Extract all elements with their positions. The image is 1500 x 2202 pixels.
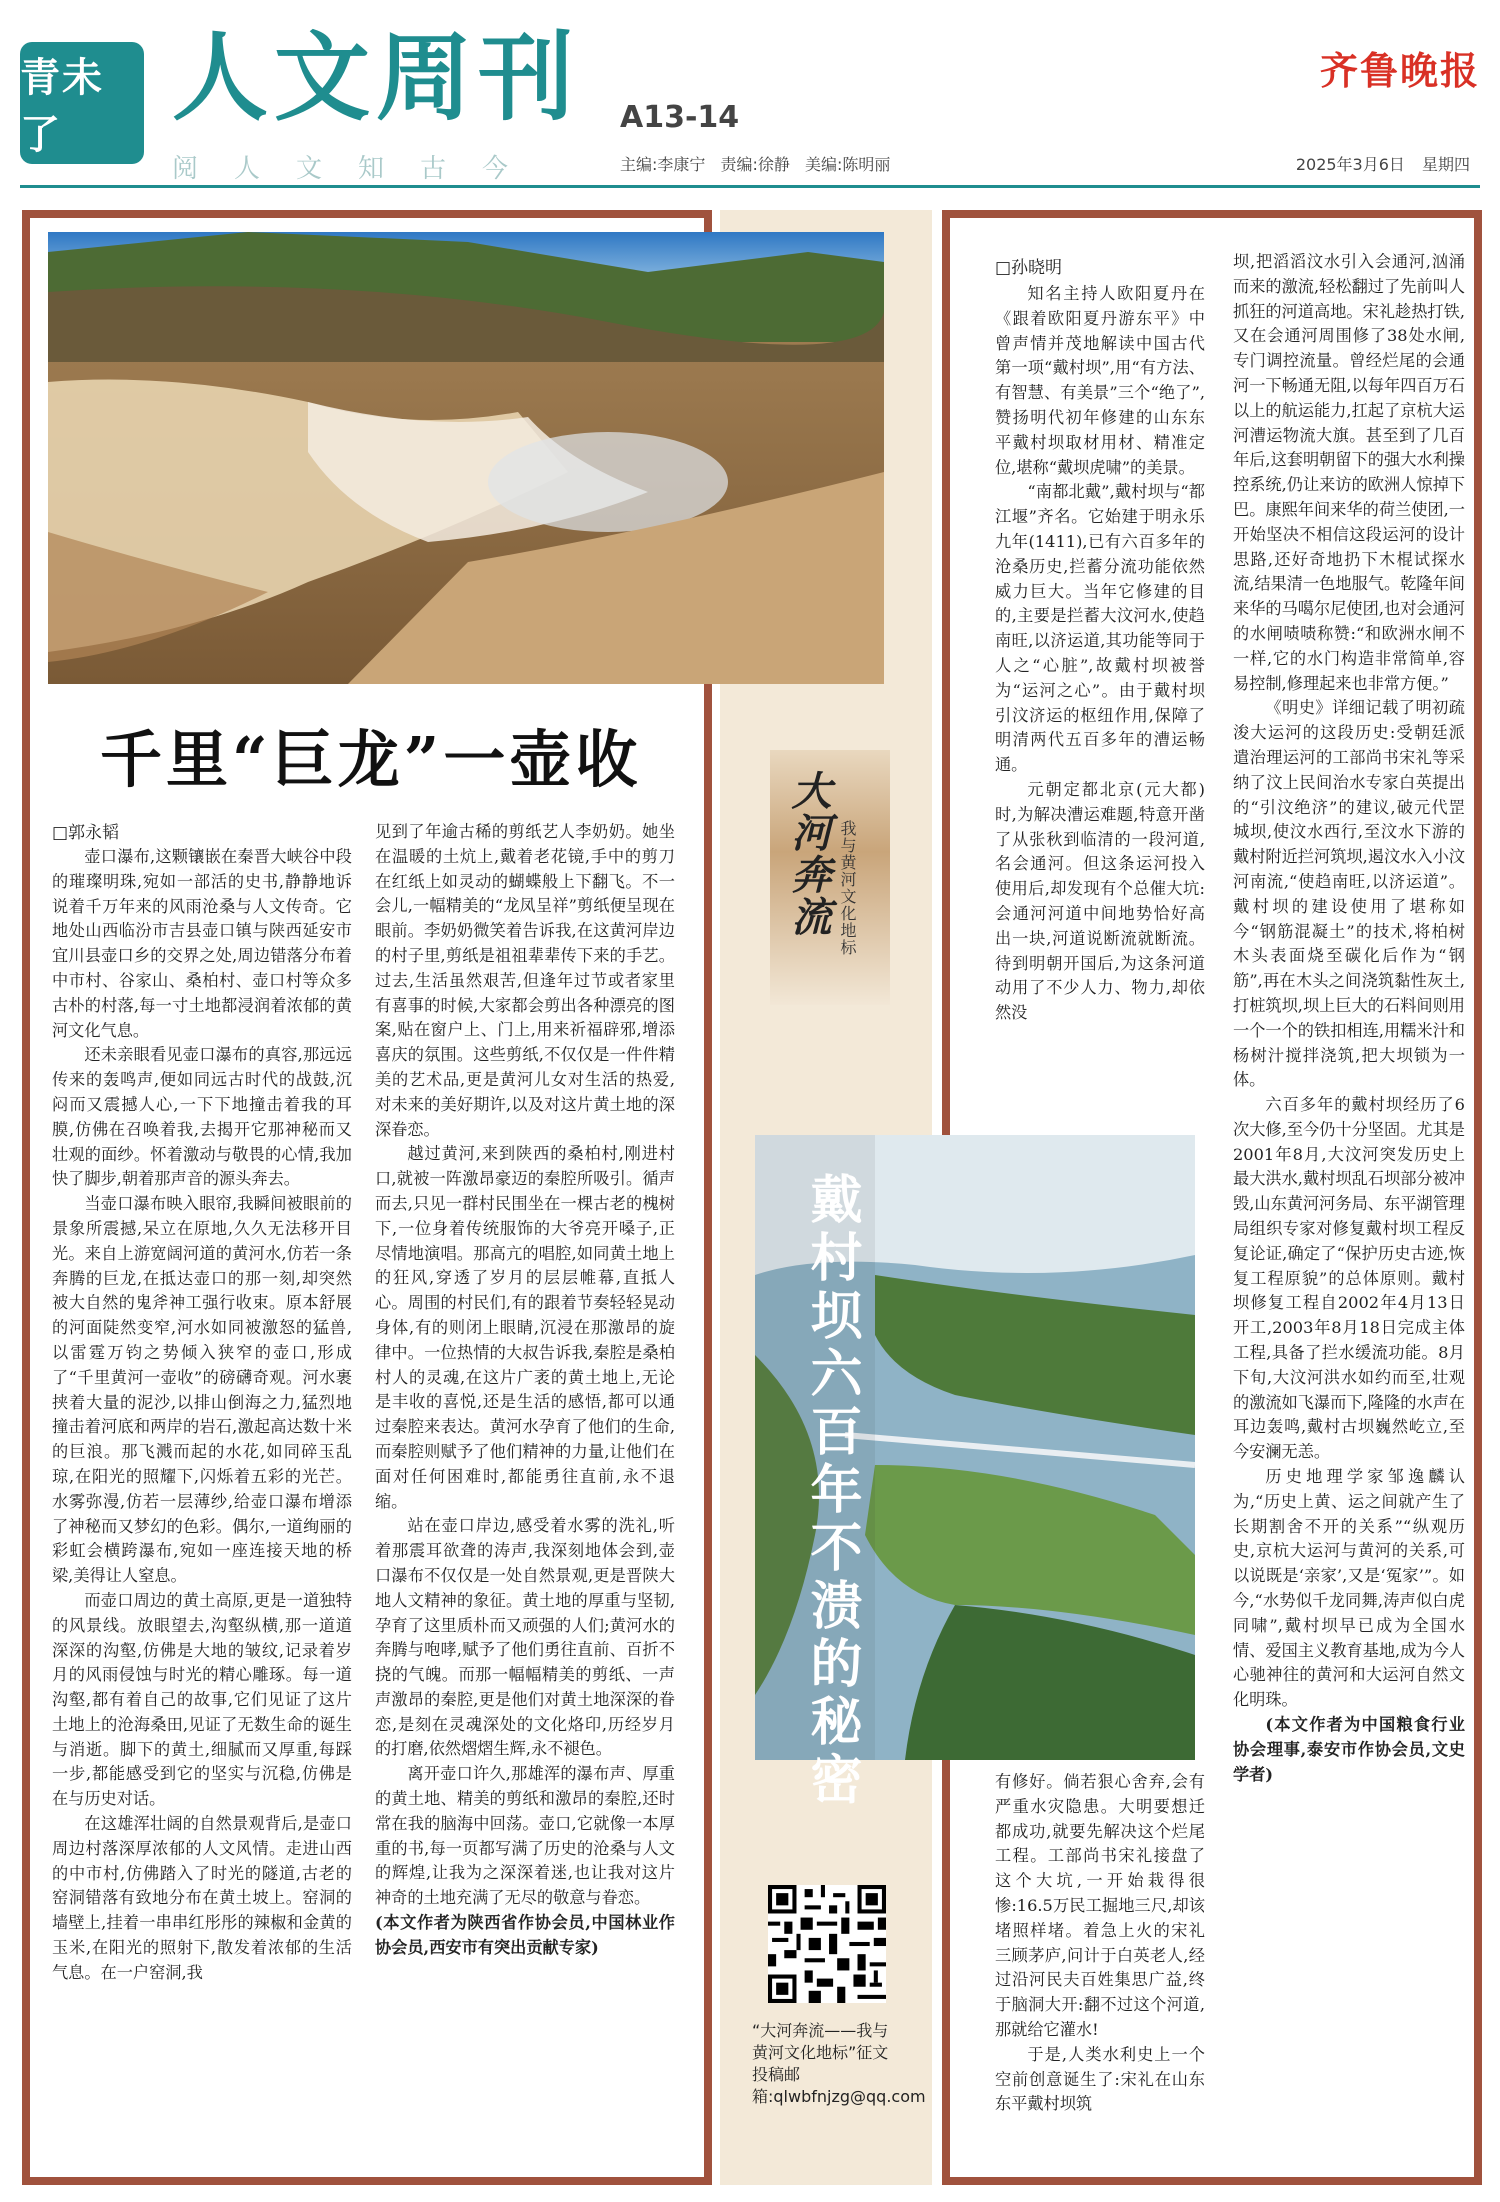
page-number: A13-14 [620,100,740,135]
masthead-slogan: 阅人文知古今 [172,154,545,184]
paragraph: 六百多年的戴村坝经历了6次大修,至今仍十分坚固。尤其是2001年8月,大汶河突发历史上最大洪水,戴村坝乱石坝部分被冲毁,山东黄河河务局、东平湖管理局组织专家对修复戴村坝工程反复论证,确定了“保护历史古迹,恢复工程原貌”的总体原则。戴村坝修复工程自2002年4月13日开工,2003年8月18日完成主体工程,具备了拦水缓流功能。8月下旬,大汶河洪水如约而至,壮观的激流如飞瀑而下,隆隆的水声在耳边轰鸣,戴村古坝巍然屹立,至今安澜无恙。 [1233,1095,1465,1462]
left-article-title: 千里“巨龙”一壶收 [100,723,642,796]
paragraph: 于是,人类水利史上一个空前创意诞生了:宋礼在山东东平戴村坝筑 [995,2044,1205,2114]
column-logo-subtitle: 我与黄河文化地标 [838,820,857,956]
right-article-column-2 [1233,250,1465,2170]
issue-date: 2025年3月6日 星期四 [1295,155,1470,174]
paragraph: 壶口瀑布,这颗镶嵌在秦晋大峡谷中段的璀璨明珠,宛如一部活的史书,静静地诉说着千万年来的风雨沧桑与人文传奇。它地处山西临汾市吉县壶口镇与陕西延安市宜川县壶口乡的交界之处,周边错落分布着中市村、谷家山、桑柏村、壶口村等众多古朴的村落,每一寸土地都浸润着浓郁的黄河文化气息。 [52,847,352,1040]
right-article-title: 戴村坝六百年不溃的秘密 [801,1172,862,1810]
author-note: (本文作者为中国粮食行业协会理事,泰安市作协会员,文史学者) [1233,1715,1465,1784]
right-article-byline: □孙晓明 [995,258,1063,278]
paragraph: 还未亲眼看见壶口瀑布的真容,那远远传来的轰鸣声,便如同远古时代的战鼓,沉闷而又震撼人心,一下下地撞击着我的耳膜,仿佛在召唤着我,去揭开它那神秘而又壮观的面纱。怀着激动与敬畏的心情,我加快了脚步,朝着那声音的源头奔去。 [52,1045,352,1189]
paragraph: 离开壶口许久,那雄浑的瀑布声、厚重的黄土地、精美的剪纸和激昂的秦腔,还时常在我的脑海中回荡。壶口,它就像一本厚重的书,每一页都写满了历史的沧桑与人文的辉煌,让我为之深深着迷,也让我对这片神奇的土地充满了无尽的敬意与眷恋。 [375,1764,675,1908]
qr-code [768,1885,886,2003]
paragraph: 有修好。倘若狠心舍弃,会有严重水灾隐患。大明要想迁都成功,就要先解决这个烂尾工程。工部尚书宋礼接盘了这个大坑,一开始栽得很惨:16.5万民工掘地三尺,却该堵照样堵。着急上火的宋礼三顾茅庐,问计于白英老人,经过沿河民夫百姓集思广益,终于脑洞大开:翻不过这个河道,那就给它灌水! [995,1772,1205,2039]
qr-caption: “大河奔流——我与黄河文化地标”征文投稿邮箱:qlwbfnjzg@qq.com [752,2021,926,2106]
right-article-column-1 [995,282,1205,1130]
waterfall-photo [48,232,884,684]
left-article-column-1 [52,845,352,2170]
column-logo [770,750,890,1005]
left-article-column-2 [375,820,675,2170]
header-divider [20,185,1480,188]
paragraph: 当壶口瀑布映入眼帘,我瞬间被眼前的景象所震撼,呆立在原地,久久无法移开目光。来自上游宽阔河道的黄河水,仿若一条奔腾的巨龙,在抵达壶口的那一刻,却突然被大自然的鬼斧神工强行收束。原本舒展的河面陡然变窄,河水如同被激怒的猛兽,以雷霆万钧之势倾入狭窄的壶口,形成了“千里黄河一壶收”的磅礴奇观。河水裹挟着大量的泥沙,以排山倒海之力,猛烈地撞击着河底和两岸的岩石,激起高达数十米的巨浪。那飞溅而起的水花,如同碎玉乱琼,在阳光的照耀下,闪烁着五彩的光芒。水雾弥漫,仿若一层薄纱,给壶口瀑布增添了神秘而又梦幻的色彩。偶尔,一道绚丽的彩虹会横跨瀑布,宛如一座连接天地的桥梁,美得让人窒息。 [52,1194,352,1586]
editor-credits: 主编:李康宁 责编:徐静 美编:陈明丽 [620,155,891,174]
left-article-byline: □郭永韬 [52,823,120,843]
paragraph: “南都北戴”,戴村坝与“都江堰”齐名。它始建于明永乐九年(1411),已有六百多年的沧桑历史,拦蓄分流功能依然威力巨大。当年它修建的目的,主要是拦蓄大汶河水,使趋南旺,以济运道,其功能等同于人之“心脏”,故戴村坝被誉为“运河之心”。由于戴村坝引汶济运的枢纽作用,保障了明清两代五百多年的漕运畅通。 [995,482,1205,775]
paragraph: 见到了年逾古稀的剪纸艺人李奶奶。她坐在温暖的土炕上,戴着老花镜,手中的剪刀在红纸上如灵动的蝴蝶般上下翻飞。不一会儿,一幅精美的“龙凤呈祥”剪纸便呈现在眼前。李奶奶微笑着告诉我,在这黄河岸边的村子里,剪纸是祖祖辈辈传下来的手艺。过去,生活虽然艰苦,但逢年过节或者家里有喜事的时候,大家都会剪出各种漂亮的图案,贴在窗户上、门上,用来祈福辟邪,增添喜庆的氛围。这些剪纸,不仅仅是一件件精美的艺术品,更是黄河儿女对生活的热爱,对未来的美好期许,以及对这片黄土地的深深眷恋。 [375,822,675,1139]
paragraph: 越过黄河,来到陕西的桑柏村,刚进村口,就被一阵激昂豪迈的秦腔所吸引。循声而去,只见一群村民围坐在一棵古老的槐树下,一位身着传统服饰的大爷亮开嗓子,正尽情地演唱。那高亢的唱腔,如同黄土地上的狂风,穿透了岁月的层层帷幕,直抵人心。周围的村民们,有的跟着节奏轻轻晃动身体,有的则闭上眼睛,沉浸在那激昂的旋律中。一位热情的大叔告诉我,秦腔是桑柏村人的灵魂,在这片广袤的黄土地上,无论是丰收的喜悦,还是生活的感悟,都可以通过秦腔来表达。黄河水孕育了他们的生命,而秦腔则赋予了他们精神的力量,让他们在面对任何困难时,都能勇往直前,永不退缩。 [375,1144,675,1511]
right-article-column-1-bottom [995,1770,1205,2170]
newspaper-logo: 齐鲁晚报 [1319,48,1480,93]
paragraph: 《明史》详细记载了明初疏浚大运河的这段历史:受朝廷派遣治理运河的工部尚书宋礼等采纳了汶上民间治水专家白英提出的“引汶绝济”的建议,破元代罡城坝,使汶水西行,至汶水下游的戴村附近拦河筑坝,遏汶水入小汶河南流,“使趋南旺,以济运道”。戴村坝的建设使用了堪称如今“钢筋混凝土”的技术,将柏树木头表面烧至碳化后作为“钢筋”,再在木头之间浇筑黏性灰土,打桩筑坝,坝上巨大的石料间则用一个一个的铁扣相连,用糯米汁和杨树汁搅拌浇筑,把大坝锁为一体。 [1233,698,1465,1090]
paragraph: 坝,把滔滔汶水引入会通河,汹涌而来的激流,轻松翻过了先前叫人抓狂的河道高地。宋礼趁热打铁,又在会通河周围修了38处水闸,专门调控流量。曾经烂尾的会通河一下畅通无阻,以每年四百万石以上的航运能力,扛起了京杭大运河漕运物流大旗。甚至到了几百年后,这套明朝留下的强大水利操控系统,仍让来访的欧洲人惊掉下巴。康熙年间来华的荷兰使团,一开始坚决不相信这段运河的设计思路,还好奇地扔下木棍试探水流,结果清一色地服气。乾隆年间来华的马噶尔尼使团,也对会通河的水闸啧啧称赞:“和欧洲水闸不一样,它的水门构造非常简单,容易控制,修理起来也非常方便。” [1233,252,1465,693]
paragraph: 在这雄浑壮阔的自然景观背后,是壶口周边村落深厚浓郁的人文风情。走进山西的中市村,仿佛踏入了时光的隧道,古老的窑洞错落有致地分布在黄土坡上。窑洞的墙壁上,挂着一串串红彤彤的辣椒和金黄的玉米,在阳光的照射下,散发着浓郁的生活气息。在一户窑洞,我 [52,1814,352,1982]
paragraph: 元朝定都北京(元大都)时,为解决漕运难题,特意开凿了从张秋到临清的一段河道,名会通河。但这条运河投入使用后,却发现有个总催大坑:会通河河道中间地势恰好高出一块,河道说断流就断流。待到明朝开国后,为这条河道动用了不少人力、物力,却依然没 [995,779,1205,1023]
logo-text: 青未了 [20,54,104,158]
author-note: (本文作者为陕西省作协会员,中国林业作协会员,西安市有突出贡献专家) [375,1913,675,1957]
paragraph: 而壶口周边的黄土高原,更是一道独特的风景线。放眼望去,沟壑纵横,那一道道深深的沟壑,仿佛是大地的皱纹,记录着岁月的风雨侵蚀与时光的精心雕琢。每一道沟壑,都有着自己的故事,它们见证了这片土地上的沧海桑田,见证了无数生命的诞生与消逝。脚下的黄土,细腻而又厚重,每踩一步,都能感受到它的坚实与沉稳,仿佛是在与历史对话。 [52,1590,352,1809]
paragraph: 知名主持人欧阳夏丹在《跟着欧阳夏丹游东平》中曾声情并茂地解读中国古代第一项“戴村坝”,用“有方法、有智慧、有美景”三个“绝了”,赞扬明代初年修建的山东东平戴村坝取材用材、精准定位,堪称“戴坝虎啸”的美景。 [995,284,1205,477]
paragraph: 历史地理学家邹逸麟认为,“历史上黄、运之间就产生了长期割舍不开的关系”“纵观历史,京杭大运河与黄河的关系,可以说既是‘亲家’,又是‘冤家’”。如今,“水势似千龙同舞,涛声似白虎同啸”,戴村坝早已成为全国水情、爱国主义教育基地,成为今人心驰神往的黄河和大运河自然文化明珠。 [1233,1467,1465,1710]
masthead-title: 人文周刊 [172,21,580,134]
column-logo-name: 大河奔流 [785,770,832,938]
paragraph: 站在壶口岸边,感受着水雾的洗礼,听着那震耳欲聋的涛声,我深刻地体会到,壶口瀑布不仅仅是一处自然景观,更是晋陕大地人文精神的象征。黄土地的厚重与坚韧,孕育了这里质朴而又顽强的人们;黄河水的奔腾与咆哮,赋予了他们勇往直前、百折不挠的气魄。而那一幅幅精美的剪纸、一声声激昂的秦腔,更是他们对黄土地深深的眷恋,是刻在灵魂深处的文化烙印,历经岁月的打磨,依然熠熠生辉,永不褪色。 [375,1516,675,1759]
logo-badge [20,42,144,164]
